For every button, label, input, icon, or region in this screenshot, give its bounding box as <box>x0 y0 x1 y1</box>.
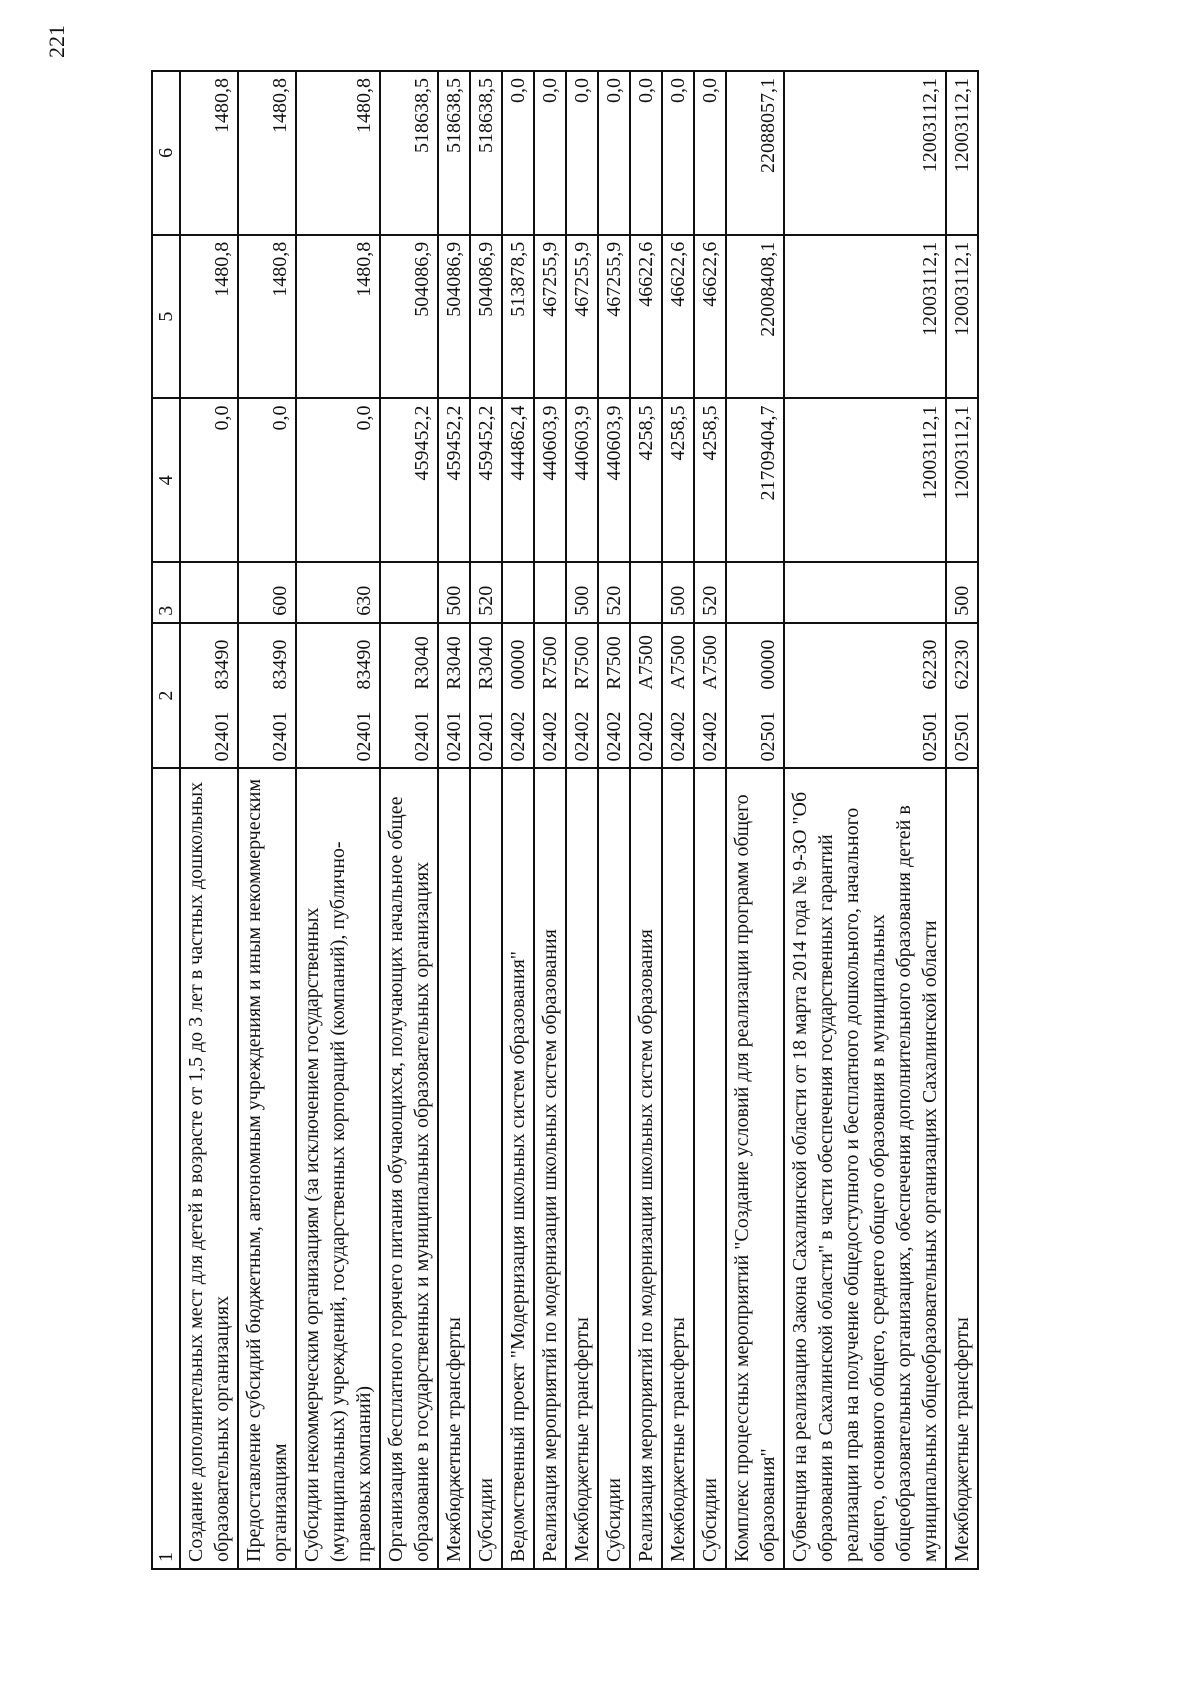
table-row <box>238 71 296 1569</box>
row-code-direction: 83490 <box>238 623 296 696</box>
row-name: Реализация мероприятий по модернизации школьных систем образования <box>534 768 566 1569</box>
row-value-col5: 12003112,1 <box>946 235 978 399</box>
row-code-direction: 00000 <box>726 623 784 696</box>
header-col-4: 4 <box>152 398 180 562</box>
row-value-col4: 459452,2 <box>470 398 502 562</box>
header-row <box>152 71 180 1569</box>
header-col-5: 5 <box>152 235 180 399</box>
table-row <box>630 71 662 1569</box>
row-value-col6: 12003112,1 <box>946 71 978 235</box>
table-row <box>438 71 470 1569</box>
row-code-direction: 83490 <box>296 623 380 696</box>
row-value-col4: 444862,4 <box>502 398 534 562</box>
row-code-direction: R7500 <box>598 623 630 696</box>
table-row <box>296 71 380 1569</box>
row-value-col5: 46622,6 <box>662 235 694 399</box>
row-value-col6: 0,0 <box>566 71 598 235</box>
row-expense-type: 500 <box>946 562 978 623</box>
row-value-col6: 0,0 <box>630 71 662 235</box>
budget-table <box>151 70 979 1570</box>
header-col-2: 2 <box>152 623 180 769</box>
row-code-program: 02402 <box>502 696 534 769</box>
header-col-6: 6 <box>152 71 180 235</box>
row-value-col6: 0,0 <box>694 71 726 235</box>
row-name: Субсидии некоммерческим организациям (за исключением государственных (муниципальных) учреждений, государственных корпораций (компаний), публично-правовых компаний) <box>296 768 380 1569</box>
row-value-col6: 0,0 <box>534 71 566 235</box>
row-code-direction: 83490 <box>180 623 238 696</box>
table-body <box>180 71 978 1569</box>
table-row <box>566 71 598 1569</box>
header-col-3: 3 <box>152 562 180 623</box>
row-code-program: 02401 <box>470 696 502 769</box>
row-value-col6: 12003112,1 <box>784 71 946 235</box>
row-name: Субсидии <box>598 768 630 1569</box>
row-code-direction: R3040 <box>470 623 502 696</box>
row-code-program: 02501 <box>726 696 784 769</box>
table-row <box>180 71 238 1569</box>
table-row <box>598 71 630 1569</box>
row-value-col5: 467255,9 <box>566 235 598 399</box>
row-code-direction: A7500 <box>630 623 662 696</box>
row-name: Межбюджетные трансферты <box>438 768 470 1569</box>
row-value-col4: 440603,9 <box>598 398 630 562</box>
row-value-col4: 459452,2 <box>380 398 438 562</box>
table-row <box>662 71 694 1569</box>
row-expense-type <box>534 562 566 623</box>
table-row <box>534 71 566 1569</box>
row-code-program: 02402 <box>566 696 598 769</box>
row-value-col4: 459452,2 <box>438 398 470 562</box>
row-value-col5: 1480,8 <box>180 235 238 399</box>
row-name: Субвенция на реализацию Закона Сахалинской области от 18 марта 2014 года № 9-ЗО "Об образовании в Сахалинской области" в части обеспечения государственных гарантий реализации прав на получение общедоступного и бесплатного дошкольного, начального общего, основного общего, среднего общего образования в муниципальных общеобразовательных организациях, обеспечения дополнительного образования детей в муниципальных общеобразовательных организациях Сахалинской области <box>784 768 946 1569</box>
row-code-program: 02401 <box>380 696 438 769</box>
row-expense-type: 500 <box>566 562 598 623</box>
row-name: Межбюджетные трансферты <box>662 768 694 1569</box>
row-value-col4: 4258,5 <box>630 398 662 562</box>
row-code-direction: R3040 <box>380 623 438 696</box>
table-row <box>470 71 502 1569</box>
row-code-direction: 00000 <box>502 623 534 696</box>
row-value-col5: 504086,9 <box>470 235 502 399</box>
row-value-col6: 1480,8 <box>296 71 380 235</box>
row-name: Комплекс процессных мероприятий "Создание условий для реализации программ общего образования" <box>726 768 784 1569</box>
row-value-col5: 46622,6 <box>630 235 662 399</box>
table-row <box>380 71 438 1569</box>
table-row <box>726 71 784 1569</box>
row-value-col5: 1480,8 <box>296 235 380 399</box>
row-expense-type: 630 <box>296 562 380 623</box>
row-name: Межбюджетные трансферты <box>946 768 978 1569</box>
row-expense-type: 520 <box>470 562 502 623</box>
budget-table-container <box>151 70 1051 1570</box>
row-name: Субсидии <box>694 768 726 1569</box>
row-code-program: 02401 <box>296 696 380 769</box>
row-value-col6: 22088057,1 <box>726 71 784 235</box>
row-code-direction: R3040 <box>438 623 470 696</box>
row-code-program: 02402 <box>598 696 630 769</box>
row-code-direction: 62230 <box>946 623 978 696</box>
table-row <box>502 71 534 1569</box>
row-code-direction: 62230 <box>784 623 946 696</box>
row-expense-type <box>726 562 784 623</box>
row-value-col5: 46622,6 <box>694 235 726 399</box>
row-value-col4: 4258,5 <box>662 398 694 562</box>
row-expense-type: 520 <box>598 562 630 623</box>
row-value-col6: 0,0 <box>662 71 694 235</box>
row-code-program: 02401 <box>180 696 238 769</box>
row-value-col5: 12003112,1 <box>784 235 946 399</box>
row-name: Создание дополнительных мест для детей в возрасте от 1,5 до 3 лет в частных дошкольных образовательных организациях <box>180 768 238 1569</box>
row-name: Межбюджетные трансферты <box>566 768 598 1569</box>
table-row <box>784 71 946 1569</box>
row-value-col5: 22008408,1 <box>726 235 784 399</box>
row-code-direction: A7500 <box>694 623 726 696</box>
row-code-program: 02501 <box>784 696 946 769</box>
row-value-col5: 504086,9 <box>438 235 470 399</box>
row-code-program: 02402 <box>630 696 662 769</box>
row-code-direction: R7500 <box>566 623 598 696</box>
row-code-program: 02401 <box>438 696 470 769</box>
row-value-col4: 12003112,1 <box>946 398 978 562</box>
row-code-program: 02401 <box>238 696 296 769</box>
row-name: Предоставление субсидий бюджетным, автономным учреждениям и иным некоммерческим организациям <box>238 768 296 1569</box>
row-value-col4: 0,0 <box>238 398 296 562</box>
page-number <box>44 26 84 56</box>
row-value-col6: 1480,8 <box>180 71 238 235</box>
row-value-col4: 4258,5 <box>694 398 726 562</box>
row-expense-type: 500 <box>662 562 694 623</box>
row-code-program: 02402 <box>534 696 566 769</box>
row-value-col5: 513878,5 <box>502 235 534 399</box>
row-name: Ведомственный проект "Модернизация школьных систем образования" <box>502 768 534 1569</box>
row-expense-type <box>380 562 438 623</box>
row-expense-type <box>502 562 534 623</box>
table-row <box>694 71 726 1569</box>
row-name: Реализация мероприятий по модернизации школьных систем образования <box>630 768 662 1569</box>
row-value-col5: 504086,9 <box>380 235 438 399</box>
row-value-col6: 0,0 <box>502 71 534 235</box>
row-expense-type <box>630 562 662 623</box>
row-value-col4: 0,0 <box>180 398 238 562</box>
row-code-program: 02402 <box>694 696 726 769</box>
row-value-col4: 0,0 <box>296 398 380 562</box>
row-code-direction: R7500 <box>534 623 566 696</box>
row-expense-type <box>784 562 946 623</box>
table-row <box>946 71 978 1569</box>
row-expense-type <box>180 562 238 623</box>
row-value-col4: 440603,9 <box>566 398 598 562</box>
row-value-col6: 518638,5 <box>470 71 502 235</box>
row-value-col6: 518638,5 <box>438 71 470 235</box>
row-value-col5: 1480,8 <box>238 235 296 399</box>
row-expense-type: 520 <box>694 562 726 623</box>
header-col-1: 1 <box>152 768 180 1569</box>
row-value-col5: 467255,9 <box>598 235 630 399</box>
row-expense-type: 600 <box>238 562 296 623</box>
row-value-col5: 467255,9 <box>534 235 566 399</box>
row-name: Организация бесплатного горячего питания обучающихся, получающих начальное общее образование в государственных и муниципальных образовательных организациях <box>380 768 438 1569</box>
row-value-col6: 0,0 <box>598 71 630 235</box>
row-value-col6: 518638,5 <box>380 71 438 235</box>
row-expense-type: 500 <box>438 562 470 623</box>
row-name: Субсидии <box>470 768 502 1569</box>
row-code-program: 02501 <box>946 696 978 769</box>
row-value-col4: 21709404,7 <box>726 398 784 562</box>
row-code-program: 02402 <box>662 696 694 769</box>
row-value-col4: 440603,9 <box>534 398 566 562</box>
row-value-col6: 1480,8 <box>238 71 296 235</box>
row-value-col4: 12003112,1 <box>784 398 946 562</box>
row-code-direction: A7500 <box>662 623 694 696</box>
page-number-text: 221 <box>44 25 69 58</box>
